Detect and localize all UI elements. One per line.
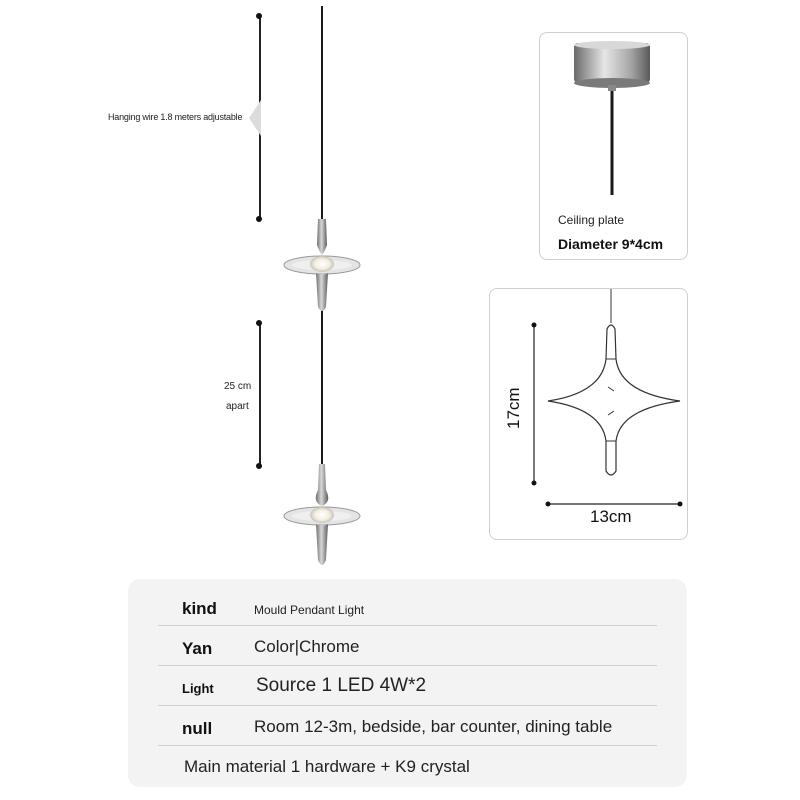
pendant-light-bottom bbox=[280, 462, 364, 570]
spec-label: Yan bbox=[182, 639, 213, 658]
spec-row-color bbox=[158, 625, 657, 666]
specification-table bbox=[128, 579, 687, 787]
spec-row-material bbox=[158, 745, 657, 785]
hanging-wire-note: Hanging wire 1.8 meters adjustable bbox=[108, 112, 243, 122]
ceiling-plate-panel bbox=[539, 32, 688, 260]
ceiling-plate-caption: Ceiling plate bbox=[558, 213, 625, 227]
dimension-drawing-panel bbox=[489, 288, 688, 540]
ceiling-plate-diameter: Diameter 9*4cm bbox=[558, 236, 664, 252]
hanging-wire bbox=[321, 6, 323, 222]
spec-value: Room 12-3m, bedside, bar counter, dining table bbox=[254, 717, 613, 736]
width-dimension-label: 13cm bbox=[590, 507, 632, 526]
spacing-dimension-line bbox=[259, 323, 261, 466]
spec-label: kind bbox=[182, 599, 217, 618]
spec-material: Main material 1 hardware + K9 crystal bbox=[184, 757, 470, 776]
spec-value: Source 1 LED 4W*2 bbox=[256, 675, 427, 696]
height-dimension-label: 17cm bbox=[504, 387, 523, 429]
dimension-dot bbox=[256, 463, 262, 469]
dimension-dot bbox=[256, 320, 262, 326]
ceiling-plate-illustration bbox=[572, 41, 652, 201]
spacing-unit: apart bbox=[226, 401, 249, 412]
spec-row-kind bbox=[158, 585, 657, 626]
connecting-wire bbox=[321, 310, 323, 470]
dimension-dot bbox=[256, 216, 262, 222]
dimension-dot bbox=[256, 13, 262, 19]
spec-label: Light bbox=[182, 681, 214, 696]
spacing-value: 25 cm bbox=[224, 381, 252, 392]
spec-row-light-source bbox=[158, 665, 657, 706]
spec-row-room bbox=[158, 705, 657, 746]
spec-label: null bbox=[182, 719, 213, 738]
spec-value: Mould Pendant Light bbox=[254, 603, 365, 617]
pendant-light-top bbox=[280, 215, 364, 315]
spec-value: Color|Chrome bbox=[254, 637, 360, 656]
